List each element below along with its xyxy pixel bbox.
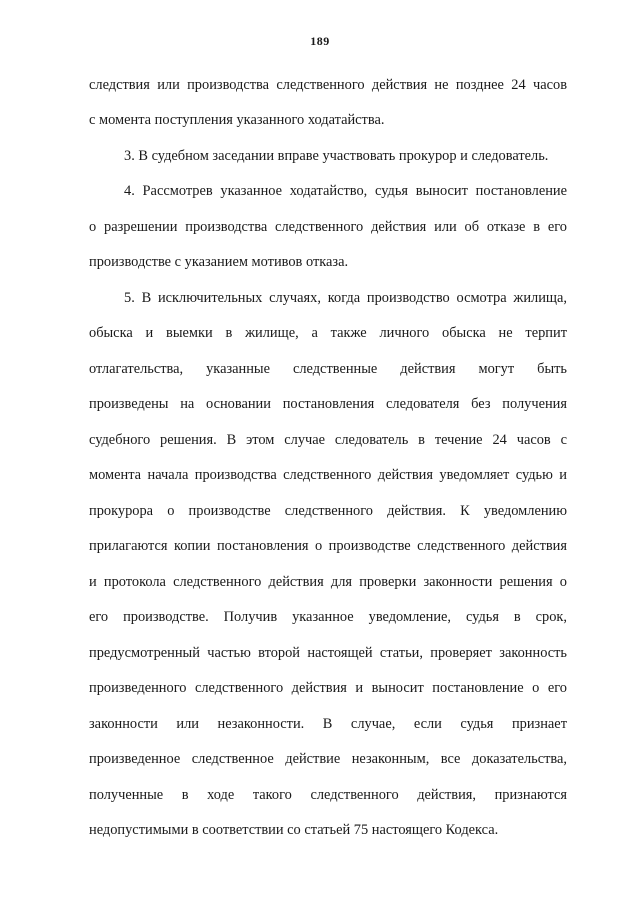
text-line: его производстве. Получив указанное уведомление, судья в срок,: [89, 609, 567, 625]
text-line: прокурора о производстве следственного действия. К уведомлению: [89, 503, 567, 519]
text-line: производстве с указанием мотивов отказа.: [89, 254, 349, 270]
text-line: 4. Рассмотрев указанное ходатайство, судья выносит постановление: [124, 183, 567, 199]
text-line: 5. В исключительных случаях, когда производство осмотра жилища,: [124, 290, 567, 306]
text-line: предусмотренный частью второй настоящей статьи, проверяет законность: [89, 645, 567, 661]
text-line: следствия или производства следственного действия не позднее 24 часов: [89, 77, 567, 93]
text-line: обыска и выемки в жилище, а также личного обыска не терпит: [89, 325, 567, 341]
text-line: и протокола следственного действия для проверки законности решения о: [89, 574, 567, 590]
text-line: о разрешении производства следственного действия или об отказе в его: [89, 219, 567, 235]
text-line: момента начала производства следственного действия уведомляет судью и: [89, 467, 567, 483]
text-line: прилагаются копии постановления о производстве следственного действия: [89, 538, 567, 554]
text-line: отлагательства, указанные следственные действия могут быть: [89, 361, 567, 377]
text-line: 3. В судебном заседании вправе участвовать прокурор и следователь.: [124, 148, 549, 164]
text-line: с момента поступления указанного ходатайства.: [89, 112, 385, 128]
text-line: произведенного следственного действия и выносит постановление о его: [89, 680, 567, 696]
page-number: 189: [310, 34, 330, 48]
text-line: полученные в ходе такого следственного действия, признаются: [89, 787, 567, 803]
text-line: произведенное следственное действие незаконным, все доказательства,: [89, 751, 567, 767]
text-line: законности или незаконности. В случае, если судья признает: [89, 716, 567, 732]
text-line: судебного решения. В этом случае следователь в течение 24 часов с: [89, 432, 567, 448]
text-line: произведены на основании постановления следователя без получения: [89, 396, 567, 412]
text-line: недопустимыми в соответствии со статьей 75 настоящего Кодекса.: [89, 822, 499, 838]
